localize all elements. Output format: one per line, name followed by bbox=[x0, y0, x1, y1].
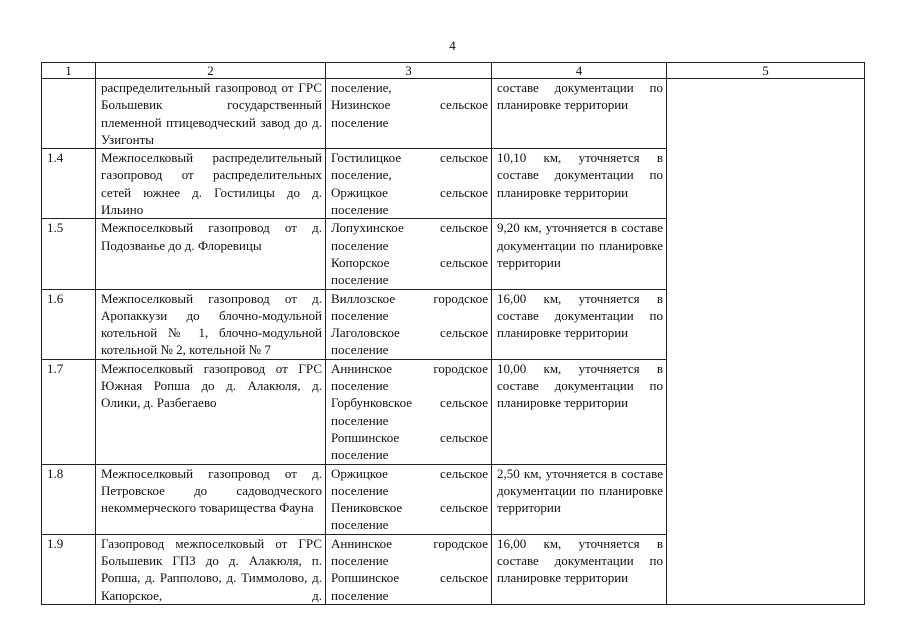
settlement: Копорское сельское поселение bbox=[331, 254, 488, 288]
length-cell: 10,00 км, уточняется в составе документации по планировке территории bbox=[492, 359, 667, 464]
column-header-4: 4 bbox=[492, 63, 667, 79]
row-number: 1.7 bbox=[42, 359, 96, 464]
object-name: Межпоселковый газопровод от ГРС Южная Ропша до д. Алакюля, д. Олики, д. Разбегаево bbox=[96, 359, 326, 464]
column-header-5: 5 bbox=[667, 63, 865, 79]
document-table bbox=[41, 62, 865, 605]
settlement: Горбунковское сельское поселение bbox=[331, 395, 488, 428]
row-number: 1.5 bbox=[42, 219, 96, 289]
object-name: Межпоселковый распределительный газопровод от распределительных сетей южнее д. Гостилицы до д. Ильино bbox=[96, 149, 326, 219]
settlement: Аннинское городское поселение bbox=[331, 535, 488, 569]
settlements-cell bbox=[326, 534, 492, 604]
object-name: Газопровод межпоселковый от ГРС Большевик ГПЗ до д. Алакюля, п. Ропша, д. Рапполово, д. Тиммолово, д. Капорское, д. bbox=[96, 534, 326, 604]
settlements-cell bbox=[326, 219, 492, 289]
length-cell: 2,50 км, уточняется в составе документации по планировке территории bbox=[492, 464, 667, 534]
length-cell: 9,20 км, уточняется в составе документации по планировке территории bbox=[492, 219, 667, 289]
settlements-cell bbox=[326, 289, 492, 359]
length-cell: составе документации по планировке территории bbox=[492, 79, 667, 149]
row-number: 1.6 bbox=[42, 289, 96, 359]
length-cell: 16,00 км, уточняется в составе документации по планировке территории bbox=[492, 534, 667, 604]
settlement: Аннинское городское поселение bbox=[331, 360, 488, 394]
row-number: 1.4 bbox=[42, 149, 96, 219]
object-name: Межпоселковый газопровод от д. Петровское до садоводческого некоммерческого товарищества Фауна bbox=[96, 464, 326, 534]
row-number bbox=[42, 79, 96, 149]
table-row bbox=[42, 79, 865, 149]
settlement: Оржицкое сельское поселение bbox=[331, 465, 488, 498]
settlements-cell bbox=[326, 149, 492, 219]
settlements-cell bbox=[326, 79, 492, 149]
settlement: Ропшинское сельское поселение bbox=[331, 429, 488, 463]
object-name: Межпоселковый газопровод от д. Аропаккузи до блочно-модульной котельной № 1, блочно-модульной котельной № 2, котельной № 7 bbox=[96, 289, 326, 359]
object-name: распределительный газопровод от ГРС Большевик государственный племенной птицеводческий завод до д. Узигонты bbox=[96, 79, 326, 149]
settlement: поселение, bbox=[331, 80, 392, 95]
settlements-cell bbox=[326, 464, 492, 534]
length-cell: 10,10 км, уточняется в составе документации по планировке территории bbox=[492, 149, 667, 219]
row-number: 1.9 bbox=[42, 534, 96, 604]
settlement: Пениковское сельское поселение bbox=[331, 500, 488, 533]
row-number: 1.8 bbox=[42, 464, 96, 534]
header-row bbox=[42, 63, 865, 79]
settlement: Лопухинское сельское поселение bbox=[331, 220, 488, 253]
length-cell: 16,00 км, уточняется в составе документации по планировке территории bbox=[492, 289, 667, 359]
column-header-2: 2 bbox=[96, 63, 326, 79]
settlements-cell bbox=[326, 359, 492, 464]
column-5-cell bbox=[667, 79, 865, 605]
settlement: Виллозское городское поселение bbox=[331, 290, 488, 323]
settlement: Низинское сельское поселение bbox=[331, 97, 488, 130]
settlement: Оржицкое сельское поселение bbox=[331, 184, 488, 218]
settlement: Гостилицкое сельское поселение, bbox=[331, 150, 488, 183]
column-header-3: 3 bbox=[326, 63, 492, 79]
settlement: Лаголовское сельское поселение bbox=[331, 325, 488, 358]
page-number: 4 bbox=[449, 38, 456, 53]
column-header-1: 1 bbox=[42, 63, 96, 79]
object-name: Межпоселковый газопровод от д. Подозванье до д. Флоревицы bbox=[96, 219, 326, 289]
settlement: Ропшинское сельское поселение bbox=[331, 570, 488, 603]
